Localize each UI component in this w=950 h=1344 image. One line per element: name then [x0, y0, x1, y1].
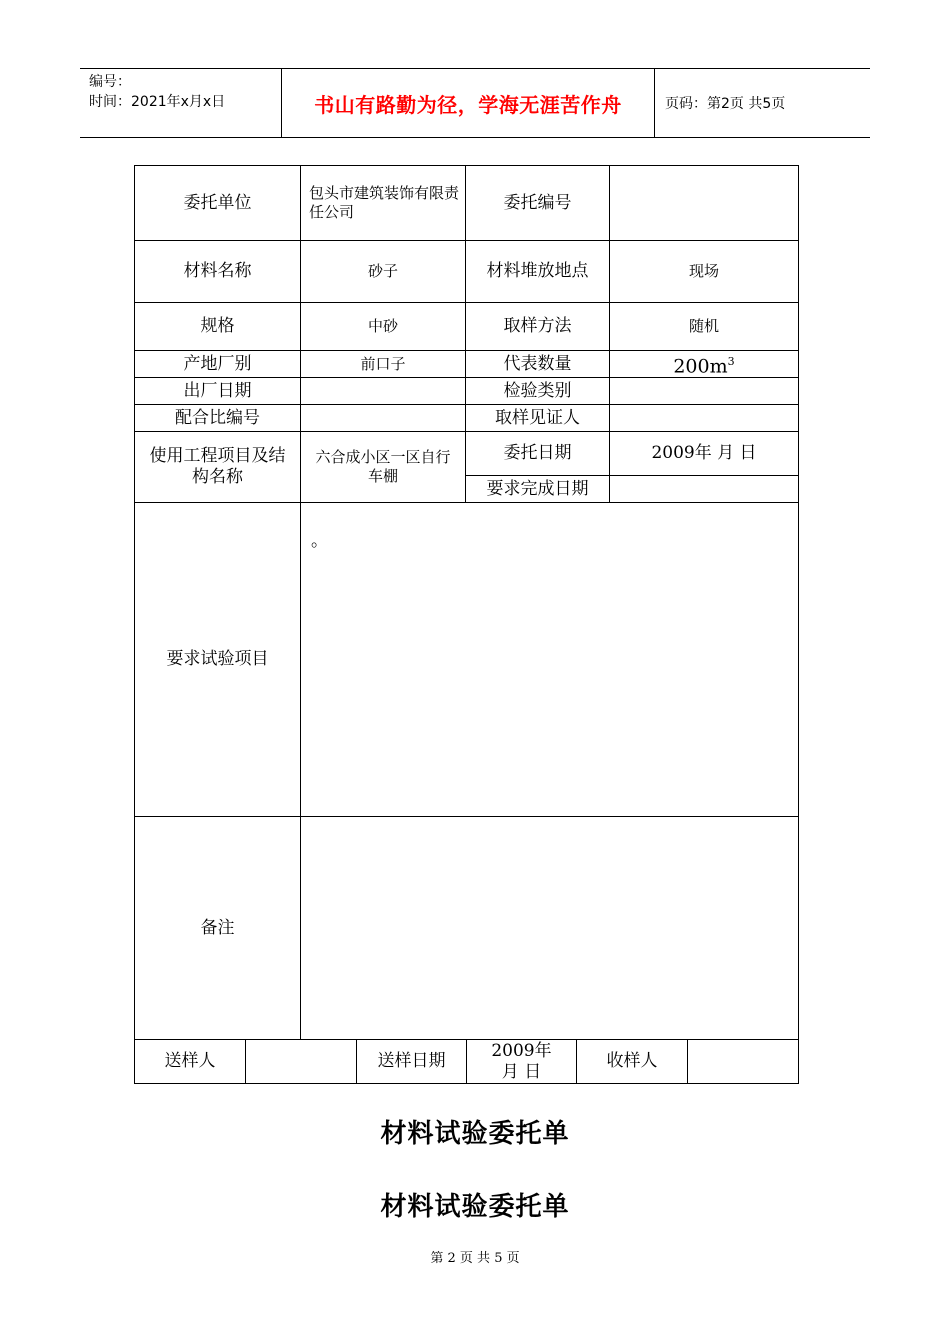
sampling-method-value[interactable]: 随机 — [610, 303, 799, 351]
receiver-value[interactable] — [688, 1040, 799, 1084]
sampling-method-label: 取样方法 — [466, 303, 610, 351]
remarks-label: 备注 — [135, 817, 301, 1040]
spec-value[interactable]: 中砂 — [301, 303, 466, 351]
page-footer: 第 2 页 共 5 页 — [430, 1251, 520, 1266]
send-date-value[interactable]: 2009年 月 日 — [467, 1040, 577, 1084]
header-motto: 书山有路勤为径，学海无涯苦作舟 — [282, 69, 655, 137]
document-title: 材料试验委托单 — [380, 1119, 570, 1149]
sender-value[interactable] — [246, 1040, 357, 1084]
document-title-repeat: 材料试验委托单 — [380, 1192, 570, 1222]
commission-date-value[interactable]: 2009年 月 日 — [610, 432, 799, 476]
send-date-label: 送样日期 — [357, 1040, 467, 1084]
header-page-info: 页码：第2页 共5页 — [665, 96, 786, 112]
inspection-type-value[interactable] — [610, 378, 799, 405]
commission-no-label: 委托编号 — [466, 166, 610, 241]
commission-date-label: 委托日期 — [466, 432, 610, 476]
quantity-superscript: 3 — [727, 355, 735, 368]
storage-label: 材料堆放地点 — [466, 241, 610, 303]
page-header — [80, 68, 870, 138]
project-value[interactable]: 六合成小区一区自行车棚 — [301, 432, 466, 503]
quantity-label: 代表数量 — [466, 351, 610, 378]
client-label: 委托单位 — [135, 166, 301, 241]
test-items-label: 要求试验项目 — [135, 503, 301, 817]
completion-date-value[interactable] — [610, 476, 799, 503]
quantity-value[interactable] — [610, 351, 799, 378]
witness-value[interactable] — [610, 405, 799, 432]
project-label: 使用工程项目及结构名称 — [135, 432, 301, 503]
sender-label: 送样人 — [135, 1040, 246, 1084]
factory-date-value[interactable] — [301, 378, 466, 405]
time-label: 时间：2021年x月x日 — [89, 94, 226, 110]
remarks-value[interactable] — [301, 817, 799, 1040]
test-items-value[interactable]: 。 — [301, 503, 799, 817]
number-label: 编号： — [89, 74, 131, 90]
mix-no-value[interactable] — [301, 405, 466, 432]
header-meta — [80, 69, 282, 137]
origin-label: 产地厂别 — [135, 351, 301, 378]
mix-no-label: 配合比编号 — [135, 405, 301, 432]
commission-no-value[interactable] — [610, 166, 799, 241]
material-name-label: 材料名称 — [135, 241, 301, 303]
client-value[interactable]: 包头市建筑装饰有限责任公司 — [301, 166, 466, 241]
origin-value[interactable]: 前口子 — [301, 351, 466, 378]
quantity-number: 200m — [673, 355, 728, 378]
storage-value[interactable]: 现场 — [610, 241, 799, 303]
sample-handover-table — [134, 1039, 799, 1084]
material-name-value[interactable]: 砂子 — [301, 241, 466, 303]
factory-date-label: 出厂日期 — [135, 378, 301, 405]
receiver-label: 收样人 — [577, 1040, 688, 1084]
witness-label: 取样见证人 — [466, 405, 610, 432]
commission-form-table — [134, 165, 799, 1040]
spec-label: 规格 — [135, 303, 301, 351]
completion-date-label: 要求完成日期 — [466, 476, 610, 503]
inspection-type-label: 检验类别 — [466, 378, 610, 405]
